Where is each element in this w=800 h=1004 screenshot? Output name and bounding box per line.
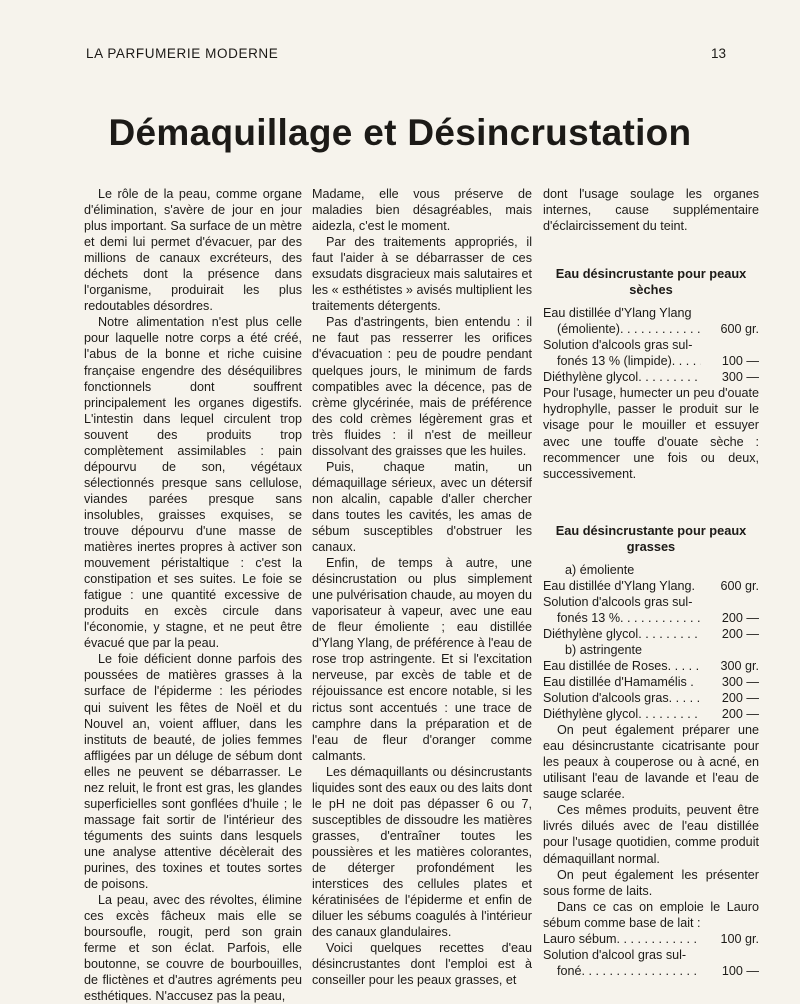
article-title: Démaquillage et Désincrustation	[108, 112, 692, 153]
paragraph: Notre alimentation n'est plus celle pour laquelle notre corps a été créé, l'abus de la bonne et riche cuisine française engendre des déséquilibres fonctionnels dont souffrent principalement les organes digestifs. L'intestin dans lequel circulent trop souvent des produits trop complètement assimilables : pain dépourvu de son, végétaux sélectionnés presque sans cellulose, viandes parées presque sans insolubles, graisses exquises, se trouve dépourvu d'une masse de matières inertes propres à activer son mouvement péristaltique : c'est la constipation et ses suites. Le foie se fatigue : une quantité excessive de produits en excès circule dans l'économie, y stagne, et ne peut être évacué que par la peau.	[84, 315, 302, 651]
ingredient-row: Diéthylène glycol . . . 200 —	[543, 706, 759, 722]
ingredient-line: Solution d'alcools gras sul-	[543, 594, 693, 609]
paragraph: dont l'usage soulage les organes internes, cause supplémentaire d'éclaircissement du teint.	[543, 187, 759, 234]
ingredient-line: Solution d'alcool gras sul-	[543, 947, 687, 962]
paragraph: Les démaquillants ou désincrustants liquides sont des eaux ou des laits dont le pH ne doit pas dépasser 6 ou 7, susceptibles de dissoudre les matières grasses, d'entraîner toutes les poussières et les matières colorantes, de déterger profondément les interstices des cellules plates et kératinisées de l'épiderme et enfin de diluer les sébums coagulés à l'intérieur des canaux glandulaires.	[312, 764, 532, 940]
ingredient-row: Eau distillée de Roses . . . 300 gr.	[543, 658, 759, 674]
paragraph: Pas d'astringents, bien entendu : il ne faut pas resserrer les orifices d'évacuation : peu de poudre pendant quelques jours, le minimum de fards compatibles avec la décence, pas de crème glycérinée, mais de préférence des cold crèmes légèrement gras et très fluides : il n'est de meilleur dissolvant des graisses que les huiles.	[312, 315, 532, 458]
running-header-journal: LA PARFUMERIE MODERNE	[86, 46, 279, 61]
ingredient-row: Diéthylène glycol . . . 300 —	[543, 369, 759, 385]
column-3	[543, 186, 759, 979]
paragraph: On peut également les présenter sous forme de laits.	[543, 867, 759, 898]
ingredient-row: Diéthylène glycol . . . 200 —	[543, 626, 759, 642]
paragraph: On peut également préparer une eau désincrustante cicatrisante pour les peaux à couperose ou à acné, en utilisant l'eau de lavande et l'eau de sauge sclarée.	[543, 723, 759, 802]
column-2	[312, 186, 532, 988]
ingredient-row: fonés 13 % (limpide) . . . 100 —	[543, 353, 759, 369]
ingredient-row: Eau distillée d'Ylang Ylang. 600 gr.	[543, 578, 759, 593]
paragraph: La peau, avec des révoltes, élimine ces excès fâcheux mais elle se boursoufle, rougit, perd son grain ferme et son éclat. Parfois, elle boutonne, se couvre de bourbouilles, de flictènes et d'autres agréments peu esthétiques. N'accusez pas la peau,	[84, 893, 302, 1004]
column-1	[84, 186, 302, 1004]
ingredient-row: fonés 13 % . . . 200 —	[543, 610, 759, 626]
ingredient-row: foné . . . 100 —	[543, 963, 759, 979]
ingredient-row: Solution d'alcools gras . . . 200 —	[543, 690, 759, 706]
paragraph: Enfin, de temps à autre, une désincrustation ou plus simplement une pulvérisation chaude, au moyen du vaporisateur à vapeur, avec une eau de fleur émoliente ; eau distillée d'Ylang Ylang, de préférence à l'eau de rose trop astringente. Et si l'excitation nerveuse, par excès de table et de réjouissance est encore notable, si les rictus sont accentués : une trace de camphre dans la préparation et de l'eau de fleur d'oranger comme calmants.	[312, 556, 532, 763]
paragraph: Voici quelques recettes d'eau désincrustantes dont l'emploi est à conseiller pour les peaux grasses, et	[312, 941, 532, 988]
paragraph: Ces mêmes produits, peuvent être livrés dilués avec de l'eau distillée pour l'usage quotidien, comme produit démaquillant normal.	[543, 803, 759, 866]
ingredient-line: Eau distillée d'Ylang Ylang	[543, 306, 692, 321]
usage-paragraph: Pour l'usage, humecter un peu d'ouate hydrophylle, passer le produit sur le visage pour le mouiller et essuyer avec une touffe d'ouate sèche : recommencer une fois ou deux, successivement.	[543, 386, 759, 481]
sub-heading-astringent: b) astringente	[565, 642, 643, 657]
ingredient-row: Lauro sébum . . . 100 gr.	[543, 931, 759, 947]
paragraph: Le foie déficient donne parfois des poussées de matières grasses à la surface de l'épiderme : les périodes qui suivent les fêtes de Noël et du Nouvel an, voient affluer, dans les instituts de beauté, de jolies femmes affligées par un déluge de sébum dont elles ne peuvent se débarrasser. Le nez reluit, le front est gras, les glandes superficielles sont gonflées d'huile ; le massage fait sortir de l'intérieur des téguments des suints dans lesquels une analyse attentive décèlerait des purines, des toxines et toutes sortes de poisons.	[84, 652, 302, 892]
paragraph: Par des traitements appropriés, il faut l'aider à se débarrasser de ces exsudats disgracieux mais salutaires et les « esthétistes » avisés multiplient les traitements détergents.	[312, 235, 532, 314]
paragraph: Le rôle de la peau, comme organe d'élimination, s'avère de jour en jour plus important. Sa surface de un mètre et demi lui permet d'évacuer, par des millions de canaux excréteurs, des déchets dont la présence dans l'organisme, produirait les plus redoutables désordres.	[84, 187, 302, 314]
recipe-title-oily-skin: Eau désincrustante pour peaux grasses	[555, 522, 747, 554]
page-number: 13	[710, 46, 726, 61]
recipe-title-dry-skin: Eau désincrustante pour peaux sèches	[555, 266, 747, 298]
paragraph: Puis, chaque matin, un démaquillage sérieux, avec un détersif non alcalin, capable d'aller chercher dans toutes les cavités, les amas de sébum susceptibles d'obstruer les canaux.	[312, 459, 532, 555]
ingredient-row: Eau distillée d'Hamamélis . 300 —	[543, 674, 759, 689]
paragraph: Dans ce cas on emploie le Lauro sébum comme base de lait :	[543, 899, 759, 930]
ingredient-row: (émoliente) . . . 600 gr.	[543, 321, 759, 337]
paragraph: Madame, elle vous préserve de maladies bien désagréables, mais aidezla, c'est le moment.	[312, 187, 532, 234]
sub-heading-emollient: a) émoliente	[565, 562, 635, 577]
ingredient-line: Solution d'alcools gras sul-	[543, 338, 693, 353]
